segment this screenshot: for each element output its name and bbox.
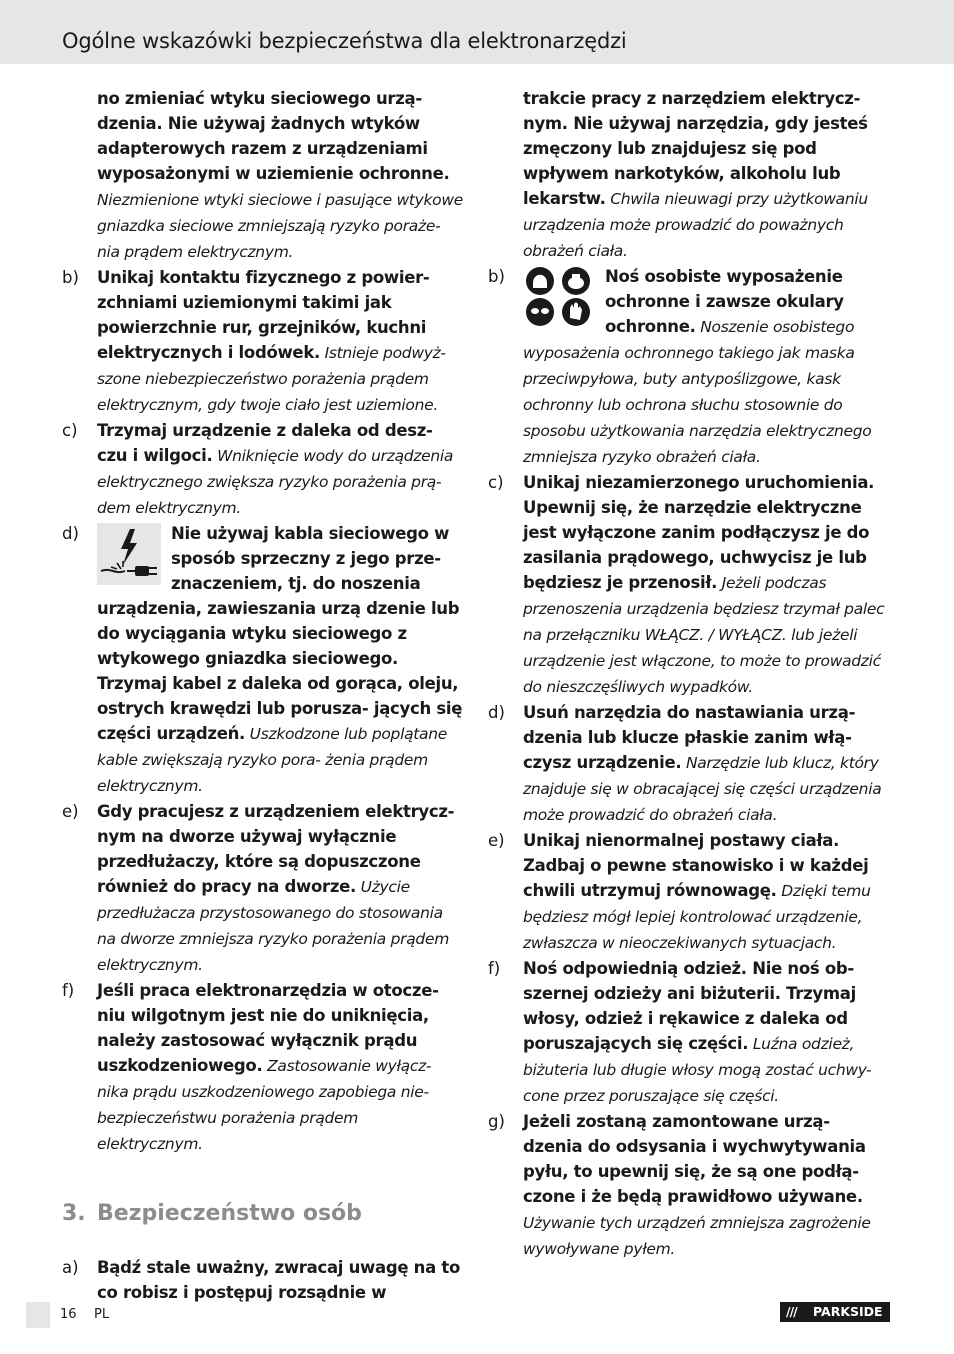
list-marker: c) — [62, 421, 78, 440]
list-item-d — [488, 700, 890, 828]
paragraph-bold-text: Unikaj niezamierzonego uruchomienia. Upewnij się, że narzędzie elektryczne jest wyłączone zanim podłączysz je do zasilania prądowego, uchwycisz je lub będziesz je przenosił. — [523, 473, 875, 592]
paragraph-bold-text: no zmieniać wtyku sieciowego urzą- dzenia. Nie używaj żadnych wtyków adapterowych razem z urządzeniami wyposażonymi w uziemienie ochronne. — [97, 89, 450, 183]
paragraph-bold-text: Noś osobiste wyposażenie ochronne i zawsze okulary ochronne. — [605, 267, 844, 336]
paragraph-bold-text: trakcie pracy z narzędziem elektrycz- nym. Nie używaj narzędzia, gdy jesteś zmęczony lub znajdujesz się pod wpływem narkotyków, alkoholu lub lekarstw. — [523, 89, 868, 208]
section-number: 3. — [62, 1201, 86, 1226]
page-title: Ogólne wskazówki bezpieczeństwa dla elektronarzędzi — [62, 29, 627, 53]
paragraph-bold-text: Bądź stale uważny, zwracaj uwagę na to co robisz i postępuj rozsądnie w — [97, 1258, 461, 1302]
list-marker: b) — [488, 267, 505, 286]
list-marker: b) — [62, 268, 79, 287]
paragraph-bold-text: Unikaj nienormalnej postawy ciała. Zadbaj o pewne stanowisko i w każdej chwili utrzymuj równowagę. — [523, 831, 869, 900]
paragraph-italic-text: Wniknięcie wody do urządzenia elektrycznego zwiększa ryzyko porażenia prą- dem elektrycznym. — [97, 447, 454, 517]
language-code: PL — [94, 1307, 110, 1322]
page-header — [0, 0, 954, 64]
list-item-f — [488, 956, 890, 1109]
paragraph-bold-text: Jeśli praca elektronarzędzia w otocze- niu wilgotnym jest nie do uniknięcia, należy zastosować wyłącznik prądu uszkodzeniowego. — [97, 981, 439, 1075]
list-marker: d) — [488, 703, 505, 722]
paragraph-italic-text: Luźna odzież, biżuteria lub długie włosy mogą zostać uchwy- cone przez poruszające się części. — [523, 1035, 872, 1105]
list-item-g — [488, 1109, 890, 1262]
list-item-e — [488, 828, 890, 956]
list-item-e — [62, 799, 464, 978]
list-item-a — [62, 1255, 464, 1305]
paragraph-bold-text: Trzymaj urządzenie z daleka od desz- czu i wilgoci. — [97, 421, 433, 465]
list-item-c — [62, 418, 464, 521]
footer-marker-box — [26, 1302, 50, 1328]
list-item-f — [62, 978, 464, 1157]
list-item-d — [62, 521, 464, 799]
paragraph-italic-text: Dzięki temu będziesz mógł lepiej kontrolować urządzenie, zwłaszcza w nieoczekiwanych sytuacjach. — [523, 882, 871, 952]
paragraph-italic-text: Niezmienione wtyki sieciowe i pasujące wtykowe gniazdka sieciowe zmniejszają ryzyko poraże- nia prądem elektrycznym. — [97, 191, 463, 261]
paragraph-italic-text: Używanie tych urządzeń zmniejsza zagrożenie wywoływane pyłem. — [523, 1214, 871, 1258]
paragraph-italic-text: Istnieje podwyż- szone niebezpieczeństwo porażenia prądem elektrycznym, gdy twoje ciało jest uziemione. — [97, 344, 446, 414]
list-marker: f) — [62, 981, 75, 1000]
list-marker: a) — [62, 1258, 79, 1277]
paragraph-italic-text: Noszenie osobistego wyposażenia ochronnego takiego jak maska przeciwpyłowa, buty antypoślizgowe, kask ochronny lub ochrona słuchu stosownie do sposobu użytkowania narzędzia elektrycznego zmniejsza ryzyko obrażeń ciała. — [523, 318, 872, 466]
paragraph-bold-text: Usuń narzędzia do nastawiania urzą- dzenia lub klucze płaskie zanim włą- czysz urządzenie. — [523, 703, 856, 772]
left-column — [62, 86, 464, 1305]
paragraph-italic-text: Użycie przedłużacza przystosowanego do stosowania na dworze zmniejsza ryzyko porażenia prądem elektrycznym. — [97, 878, 450, 974]
paragraph-italic-text: Zastosowanie wyłącz- nika prądu uszkodzeniowego zapobiega nie- bezpieczeństwu porażenia prądem elektrycznym. — [97, 1057, 432, 1153]
list-marker: f) — [488, 959, 501, 978]
paragraph-bold-text: Gdy pracujesz z urządzeniem elektrycz- nym na dworze używaj wyłącznie przedłużaczy, które są dopuszczone również do pracy na dworze. — [97, 802, 455, 896]
paragraph-intro-left — [62, 86, 464, 265]
section-title: Bezpieczeństwo osób — [97, 1201, 362, 1226]
paragraph-bold-text: Unikaj kontaktu fizycznego z powier- zchniami uziemionymi takimi jak powierzchnie rur, grzejników, kuchni elektrycznych i lodówek. — [97, 268, 430, 362]
paragraph-bold-text: Noś odpowiednią odzież. Nie noś ob- szernej odzieży ani biżuterii. Trzymaj włosy, odzież i rękawice z daleka od poruszających się części. — [523, 959, 856, 1053]
list-marker: d) — [62, 524, 79, 543]
paragraph-italic-text: Uszkodzone lub poplątane kable zwiększają ryzyko pora- żenia prądem elektrycznym. — [97, 725, 448, 795]
list-marker: e) — [62, 802, 79, 821]
paragraph-italic-text: Jeżeli podczas przenoszenia urządzenia będziesz trzymał palec na przełączniku WŁĄCZ. / WYŁĄCZ. lub jeżeli urządzenie jest włączone, to może to prowadzić do nieszczęśliwych wypadków. — [523, 574, 885, 696]
brand-slashes: /// — [786, 1304, 797, 1319]
electric-cable-warning-icon — [97, 523, 161, 592]
paragraph-intro-right — [488, 86, 890, 264]
list-item-c — [488, 470, 890, 700]
paragraph-italic-text: Narzędzie lub klucz, który znajduje się w obracającej się części urządzenia może prowadzić do obrażeń ciała. — [523, 754, 882, 824]
list-marker: c) — [488, 473, 504, 492]
page-number: 16 — [60, 1307, 77, 1322]
brand-logo — [780, 1302, 890, 1322]
brand-name: PARKSIDE — [813, 1304, 883, 1319]
right-column — [488, 86, 890, 1262]
list-marker: e) — [488, 831, 505, 850]
paragraph-bold-text: Jeżeli zostaną zamontowane urzą- dzenia do odsysania i wychwytywania pyłu, to upewnij się, że są one podłą- czone i że będą prawidłowo używane. — [523, 1112, 866, 1206]
list-marker: g) — [488, 1112, 505, 1131]
paragraph-bold-text: Nie używaj kabla sieciowego w sposób sprzeczny z jego prze- znaczeniem, tj. do noszenia urządzenia, zawieszania urzą dzenie lub do wyciągania wtyku sieciowego z wtykowego gniazdka sieciowego. Trzymaj kabel z daleka od gorąca, oleju, ostrych krawędzi lub porusza- jących się części urządzeń. — [97, 524, 463, 743]
section-heading — [62, 1199, 464, 1229]
paragraph-italic-text: Chwila nieuwagi przy użytkowaniu urządzenia może prowadzić do poważnych obrażeń ciała. — [523, 190, 868, 260]
list-item-b — [62, 265, 464, 418]
list-item-b — [488, 264, 890, 470]
protective-equipment-icons — [523, 266, 595, 335]
